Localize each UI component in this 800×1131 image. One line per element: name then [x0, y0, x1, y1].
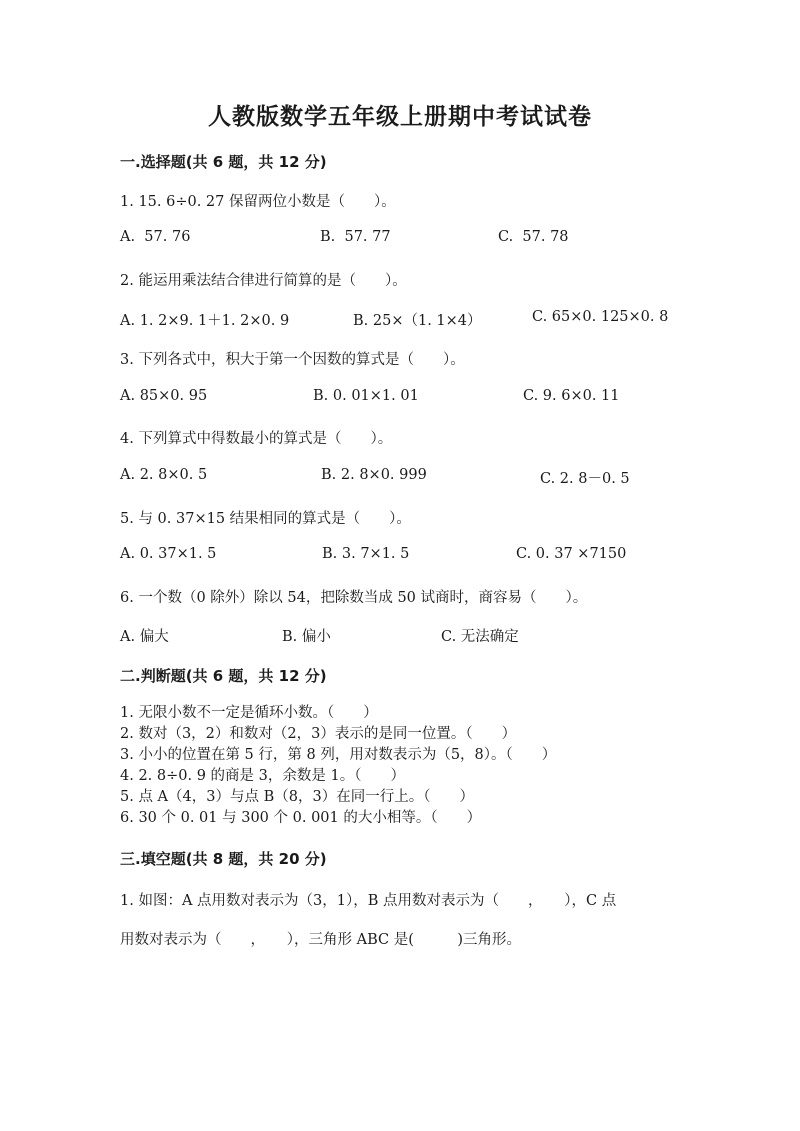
- option-b: B. 25×（1. 1×4）: [353, 313, 482, 329]
- question-options: [120, 546, 680, 568]
- section-heading-judge: 二.判断题(共 6 题，共 12 分): [120, 667, 327, 685]
- fill-line: 1. 如图：A 点用数对表示为（3，1），B 点用数对表示为（ ， ），C 点: [120, 893, 617, 909]
- option-a: A. 1. 2×9. 1＋1. 2×0. 9: [120, 313, 290, 329]
- section-heading-fill: 三.填空题(共 8 题，共 20 分): [120, 850, 327, 868]
- option-a: A. 2. 8×0. 5: [120, 467, 208, 483]
- option-c: C. 9. 6×0. 11: [523, 388, 620, 404]
- fill-line: 用数对表示为（ ， ），三角形 ABC 是( )三角形。: [120, 932, 522, 948]
- option-b: B. 2. 8×0. 999: [321, 467, 427, 483]
- judge-item: 5. 点 A（4，3）与点 B（8，3）在同一行上。（ ）: [120, 789, 474, 805]
- question-options: [120, 625, 680, 647]
- option-b: B. 0. 01×1. 01: [313, 388, 419, 404]
- option-c: C. 无法确定: [441, 629, 519, 645]
- question-options: [120, 388, 680, 410]
- question-text: 6. 一个数（0 除外）除以 54，把除数当成 50 试商时，商容易（ ）。: [120, 590, 588, 606]
- question-text: 4. 下列算式中得数最小的算式是（ ）。: [120, 431, 393, 447]
- option-b: B. 偏小: [282, 629, 331, 645]
- question-text: 1. 15. 6÷0. 27 保留两位小数是（ ）。: [120, 194, 396, 210]
- option-b: B. 3. 7×1. 5: [322, 546, 410, 562]
- option-a: A. 57. 76: [120, 229, 191, 245]
- option-a: A. 偏大: [120, 629, 169, 645]
- option-c: C. 57. 78: [498, 229, 569, 245]
- page-title: 人教版数学五年级上册期中考试试卷: [208, 104, 592, 130]
- judge-item: 2. 数对（3，2）和数对（2，3）表示的是同一位置。（ ）: [120, 726, 517, 742]
- option-a: A. 85×0. 95: [120, 388, 208, 404]
- judge-item: 6. 30 个 0. 01 与 300 个 0. 001 的大小相等。（ ）: [120, 810, 482, 826]
- question-options: [120, 309, 680, 331]
- judge-item: 1. 无限小数不一定是循环小数。（ ）: [120, 705, 378, 721]
- option-c: C. 0. 37 ×7150: [516, 546, 627, 562]
- question-options: [120, 467, 680, 489]
- question-text: 3. 下列各式中，积大于第一个因数的算式是（ ）。: [120, 352, 465, 368]
- judge-item: 3. 小小的位置在第 5 行，第 8 列，用对数表示为（5，8）。（ ）: [120, 747, 557, 763]
- option-b: B. 57. 77: [320, 229, 391, 245]
- question-text: 2. 能运用乘法结合律进行简算的是（ ）。: [120, 273, 407, 289]
- option-c: C. 65×0. 125×0. 8: [532, 309, 669, 325]
- question-text: 5. 与 0. 37×15 结果相同的算式是（ ）。: [120, 511, 411, 527]
- judge-item: 4. 2. 8÷0. 9 的商是 3，余数是 1。（ ）: [120, 768, 405, 784]
- option-a: A. 0. 37×1. 5: [120, 546, 217, 562]
- question-options: [120, 229, 680, 251]
- option-c: C. 2. 8－0. 5: [540, 471, 630, 487]
- section-heading-choice: 一.选择题(共 6 题，共 12 分): [120, 153, 327, 171]
